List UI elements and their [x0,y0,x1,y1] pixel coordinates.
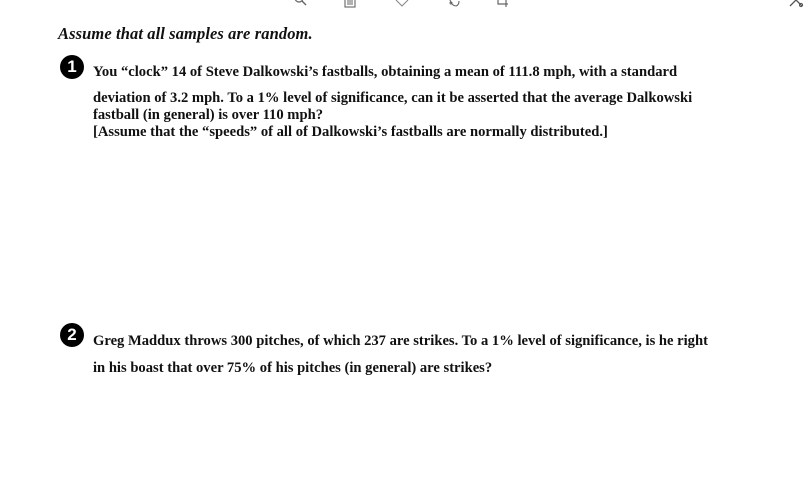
problem-text-line: [Assume that the “speeds” of all of Dalkowski’s fastballs are normally distributed.] [93,124,608,140]
toolbar [0,0,810,10]
page-icon[interactable] [342,0,358,8]
instructions-heading: Assume that all samples are random. [58,24,313,43]
problem-text-line: fastball (in general) is over 110 mph? [93,107,323,123]
search-icon[interactable] [292,0,308,8]
problem-number-badge: 1 [60,55,84,79]
problem-text-line: You “clock” 14 of Steve Dalkowski’s fastballs, obtaining a mean of 111.8 mph, with a standard [93,64,678,80]
problem-text-line: Greg Maddux throws 300 pitches, of which 237 are strikes. To a 1% level of significance, is he right [93,333,708,349]
problem-text-line: deviation of 3.2 mph. To a 1% level of significance, can it be asserted that the average Dalkowski [93,90,693,106]
chevron-down-icon[interactable] [394,0,410,8]
tools-icon[interactable] [788,0,804,8]
problem-text-line: in his boast that over 75% of his pitches (in general) are strikes? [93,360,493,376]
hand-icon[interactable] [446,0,462,8]
problem-number-badge: 2 [60,323,84,347]
crop-icon[interactable] [494,0,510,8]
